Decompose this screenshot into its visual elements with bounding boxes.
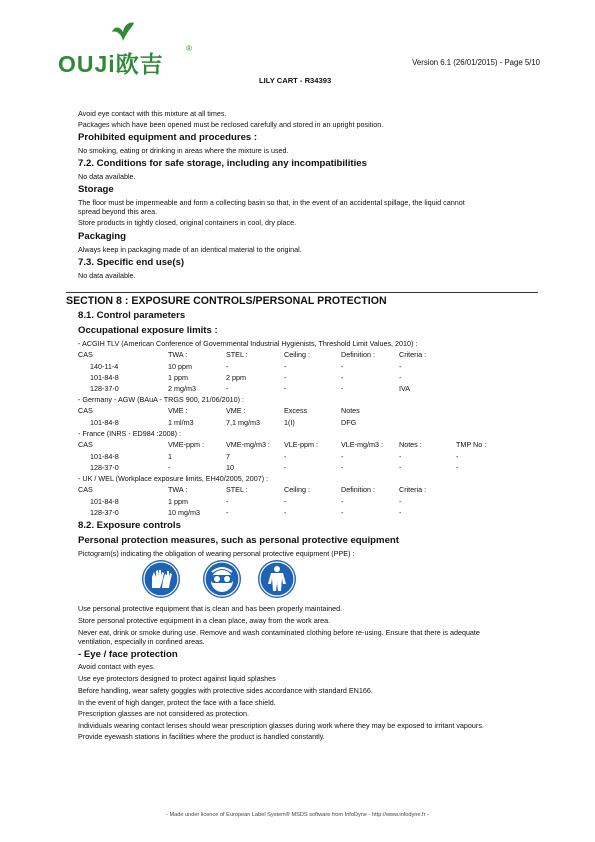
ppe-use-line-2: Store personal protective equipment in a clean place, away from the work area. [78, 616, 331, 625]
table-row [78, 463, 518, 473]
table-header-row [78, 485, 518, 495]
table-cell: 101-84-8 [90, 452, 119, 461]
eye-line-7: Provide eyewash stations in facilities where the product is handled constantly. [78, 732, 325, 741]
ppe-use-line-1: Use personal protective equipment that is clean and has been properly maintained. [78, 604, 343, 613]
table-cell: CAS [78, 350, 93, 359]
table-cell: VLE-mg/m3 : [341, 440, 383, 449]
table-cell: VME-mg/m3 : [226, 440, 270, 449]
table-cell: 1 [168, 452, 172, 461]
table-cell: TWA : [168, 350, 188, 359]
table-cell: - [399, 463, 402, 472]
ppe-measures-title: Personal protection measures, such as personal protective equipment [78, 535, 399, 546]
storage-text-1b: spread beyond this area. [78, 207, 158, 216]
table-cell: - [399, 373, 402, 382]
prohibited-text: No smoking, eating or drinking in areas where the mixture is used. [78, 146, 289, 155]
section-8-title: SECTION 8 : EXPOSURE CONTROLS/PERSONAL PROTECTION [66, 295, 387, 307]
table-cell: Ceiling : [284, 485, 310, 494]
table-cell: 7 [226, 452, 230, 461]
table-cell: - [284, 508, 287, 517]
table-cell: - [226, 362, 229, 371]
eye-line-3: Before handling, wear safety goggles with protective sides accordance with standard EN166. [78, 686, 373, 695]
prohibited-title: Prohibited equipment and procedures : [78, 132, 258, 143]
table-cell: - [341, 463, 344, 472]
table-cell: CAS [78, 406, 93, 415]
table-cell: 1 ppm [168, 373, 188, 382]
section-7-2-title: 7.2. Conditions for safe storage, including any incompatibilities [78, 158, 367, 169]
germany-title: - Germany - AGW (BAuA - TRGS 900, 21/06/2010) : [78, 395, 245, 404]
oel-title: Occupational exposure limits : [78, 325, 218, 336]
table-cell: 128-37-0 [90, 384, 119, 393]
table-cell: - [284, 384, 287, 393]
goggles-icon [203, 560, 241, 598]
table-cell: DFG [341, 418, 357, 427]
packaging-title: Packaging [78, 231, 126, 242]
eye-line-5: Prescription glasses are not considered as protection. [78, 709, 249, 718]
table-row [78, 362, 518, 372]
table-cell: 101-84-8 [90, 418, 119, 427]
table-cell: - [284, 463, 287, 472]
table-cell: 1 ml/m3 [168, 418, 194, 427]
storage-text-2: Store products in tightly closed, original containers in cool, dry place. [78, 218, 297, 227]
acgih-title: - ACGIH TLV (American Conference of Governmental Industrial Hygienists, Threshold Limit Values, 2010) : [78, 339, 418, 348]
table-header-row [78, 406, 518, 416]
table-row [78, 418, 518, 428]
table-cell: 1(I) [284, 418, 295, 427]
table-cell: - [456, 463, 459, 472]
table-cell: - [341, 362, 344, 371]
table-cell: Definition : [341, 485, 375, 494]
table-cell: - [399, 497, 402, 506]
table-cell: - [341, 452, 344, 461]
table-header-row [78, 350, 518, 360]
section-7-2-text: No data available. [78, 172, 136, 181]
table-cell: - [341, 373, 344, 382]
product-title: LILY CART - R34393 [259, 76, 332, 85]
section-8-1-title: 8.1. Control parameters [78, 310, 186, 321]
logo [58, 20, 198, 80]
table-cell: 140-11-4 [90, 362, 119, 371]
table-cell: Criteria : [399, 485, 427, 494]
table-cell: - [399, 452, 402, 461]
footer-text: - Made under licence of European Label System® MSDS software from InfoDyne - http://www.infodyne.fr - [166, 812, 429, 818]
table-cell: 128-37-0 [90, 463, 119, 472]
table-cell: 10 mg/m3 [168, 508, 200, 517]
table-cell: 2 ppm [226, 373, 246, 382]
table-cell: TWA : [168, 485, 188, 494]
ppe-use-line-4: ventilation, especially in confined areas. [78, 637, 205, 646]
pictogram-text: Pictogram(s) indicating the obligation of wearing personal protective equipment (PPE) : [78, 549, 355, 558]
table-cell: VME-ppm : [168, 440, 204, 449]
table-row [78, 373, 518, 383]
logo-text: OUJi欧吉 [58, 51, 164, 77]
table-row [78, 452, 518, 462]
eye-face-title: - Eye / face protection [78, 649, 178, 660]
eye-line-1: Avoid contact with eyes. [78, 662, 155, 671]
table-cell: - [226, 497, 229, 506]
table-cell: STEL : [226, 350, 248, 359]
table-cell: CAS [78, 440, 93, 449]
logo-leaf-icon [110, 20, 136, 42]
table-cell: 101-84-8 [90, 497, 119, 506]
table-cell: - [284, 452, 287, 461]
table-row [78, 508, 518, 518]
table-cell: - [399, 508, 402, 517]
section-7-3-title: 7.3. Specific end use(s) [78, 257, 185, 268]
gloves-icon [142, 560, 180, 598]
table-cell: Notes [341, 406, 360, 415]
protective-suit-icon [258, 560, 296, 598]
table-cell: Excess [284, 406, 308, 415]
table-cell: VME : [226, 406, 246, 415]
table-cell: STEL : [226, 485, 248, 494]
table-cell: Notes : [399, 440, 422, 449]
eye-contact-text: Avoid eye contact with this mixture at all times. [78, 109, 227, 118]
version-info: Version 6.1 (26/01/2015) - Page 5/10 [412, 58, 540, 67]
table-cell: - [341, 384, 344, 393]
table-cell: 10 [226, 463, 234, 472]
eye-line-4: In the event of high danger, protect the face with a face shield. [78, 698, 276, 707]
table-cell: - [399, 362, 402, 371]
table-cell: - [226, 508, 229, 517]
section-divider [66, 292, 538, 293]
table-row [78, 497, 518, 507]
table-cell: VME : [168, 406, 188, 415]
table-cell: - [341, 497, 344, 506]
uk-title: - UK / WEL (Workplace exposure limits, EH40/2005, 2007) : [78, 474, 269, 483]
section-8-2-title: 8.2. Exposure controls [78, 520, 181, 531]
table-cell: VLE-ppm : [284, 440, 318, 449]
table-cell: Definition : [341, 350, 375, 359]
table-cell: Criteria : [399, 350, 427, 359]
logo-registered-mark: ® [186, 44, 192, 53]
table-header-row [78, 440, 518, 450]
packages-text: Packages which have been opened must be reclosed carefully and stored in an upright position. [78, 120, 384, 129]
table-cell: - [284, 362, 287, 371]
table-cell: IVA [399, 384, 411, 393]
table-cell: - [456, 452, 459, 461]
table-cell: CAS [78, 485, 93, 494]
table-cell: Ceiling : [284, 350, 310, 359]
storage-title: Storage [78, 184, 114, 195]
table-cell: - [284, 373, 287, 382]
table-cell: - [226, 384, 229, 393]
table-cell: 128-37-0 [90, 508, 119, 517]
ppe-use-line-3: Never eat, drink or smoke during use. Remove and wash contaminated clothing before re-using. Ensure that there is adequate [78, 628, 480, 637]
table-row [78, 384, 518, 394]
france-title: - France (INRS - ED984 :2008) : [78, 429, 182, 438]
table-cell: 101-84-8 [90, 373, 119, 382]
eye-line-6: Individuals wearing contact lenses should wear prescription glasses during work where they may be exposed to irritant vapours. [78, 721, 484, 730]
section-7-3-text: No data available. [78, 271, 136, 280]
eye-line-2: Use eye protectors designed to protect against liquid splashes [78, 674, 276, 683]
packaging-text: Always keep in packaging made of an identical material to the original. [78, 245, 302, 254]
table-cell: - [284, 497, 287, 506]
storage-text-1: The floor must be impermeable and form a collecting basin so that, in the event of an accidental spillage, the liquid cannot [78, 198, 465, 207]
table-cell: - [341, 508, 344, 517]
table-cell: 2 mg/m3 [168, 384, 196, 393]
table-cell: 1 ppm [168, 497, 188, 506]
table-cell: 10 ppm [168, 362, 192, 371]
table-cell: 7,1 mg/m3 [226, 418, 260, 427]
table-cell: - [168, 463, 171, 472]
table-cell: TMP No : [456, 440, 487, 449]
